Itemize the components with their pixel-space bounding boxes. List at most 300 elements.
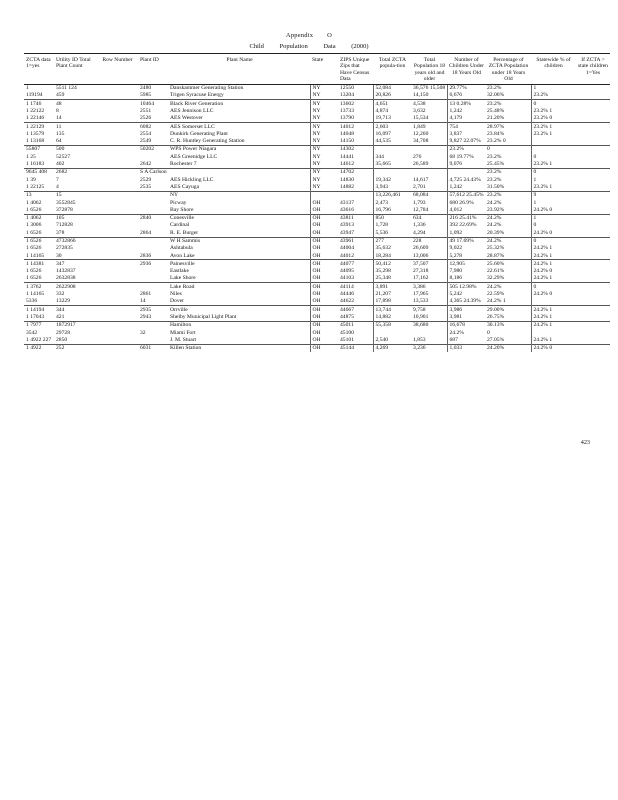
table-cell: NY [310, 108, 338, 115]
table-row [24, 168, 610, 176]
table-cell: AES Hickling LLC [170, 176, 214, 183]
table-cell: OH [310, 298, 338, 306]
col-plant-name: Plant Name [168, 54, 310, 85]
table-cell: 24.20% [485, 344, 531, 352]
table-cell: 7 [56, 176, 59, 183]
table-cell: 16,796 [373, 206, 411, 214]
table-row [24, 329, 610, 336]
table-cell: 48 [54, 100, 96, 108]
table-cell: 277 [373, 237, 411, 245]
table-cell: Orrville [168, 306, 310, 314]
col-zips: ZIPS Unique Zips that Have Census Data [338, 54, 373, 85]
table-cell: 24.2% 0 [531, 229, 575, 237]
table-cell: 0 [531, 168, 575, 176]
table-cell: OH [310, 214, 338, 222]
table-cell [575, 222, 610, 229]
table-row [24, 199, 610, 206]
table-cell: 1 [531, 214, 575, 222]
table-body [24, 84, 610, 352]
table-cell: 36,576 15,508 [413, 85, 446, 92]
table-cell: 4732866 [54, 237, 96, 245]
table-cell: OH [310, 206, 338, 214]
table-cell: 13,226,461 [373, 191, 411, 199]
table-cell: 850 [373, 214, 411, 222]
table-cell: 10464 [138, 100, 168, 108]
table-cell: 44114 [338, 283, 373, 291]
table-cell: 3,986 [447, 306, 485, 314]
table-cell: 20.39% [487, 229, 505, 236]
col-zcta-data: ZCTA data 1=yes [24, 54, 54, 85]
table-cell: 252 [54, 344, 96, 352]
table-cell: 24.2% 0 [531, 344, 575, 352]
table-cell: 23.2% 1 [531, 183, 575, 191]
table-cell: 4,874 [373, 108, 411, 115]
table-cell [96, 84, 138, 92]
table-row [24, 115, 610, 123]
table-cell: 1,092 [447, 229, 485, 237]
table-cell: 3,837 [447, 130, 485, 137]
table-cell [138, 237, 168, 245]
table-cell: 26,589 [413, 161, 429, 168]
table-cell: 13 [24, 191, 54, 199]
table-cell: 44077 [338, 260, 373, 268]
table-cell: 50202 [138, 146, 168, 154]
table-row [24, 252, 610, 260]
table-cell: 13,744 [373, 306, 411, 314]
table-cell: 402 [56, 161, 65, 168]
table-cell: 23.2% 1 [531, 108, 575, 115]
table-cell: 28.97% [485, 123, 531, 131]
table-cell: 6031 [138, 344, 168, 352]
table-cell [138, 206, 168, 214]
table-cell: Black River Generation [168, 100, 310, 108]
table-cell: AES Greenidge LLC [170, 153, 218, 160]
table-cell: Avon Lake [170, 252, 195, 259]
table-cell [373, 146, 411, 154]
table-cell: OH [310, 229, 338, 237]
table-row [24, 92, 610, 100]
table-row [24, 222, 610, 229]
table-cell: 13790 [340, 115, 354, 122]
table-row [24, 229, 610, 237]
table-cell: 43616 [340, 206, 354, 213]
table-cell: 216 25.41% [447, 214, 485, 222]
table-cell: 10,901 [413, 313, 429, 320]
table-cell: OH [310, 336, 338, 344]
table-cell [96, 146, 138, 154]
table-cell: 14,617 [413, 176, 429, 183]
col-pop-18-older: Total Population 18 years old and older [411, 54, 447, 85]
table-row [24, 314, 610, 322]
table-cell: AES Cayuga [170, 183, 200, 190]
table-cell: 1 14165 [26, 291, 45, 298]
table-cell: 5985 [140, 92, 152, 99]
table-cell: 9645 408 [24, 168, 54, 176]
table-cell: 24.2% [485, 283, 531, 291]
table-cell: 9 [531, 191, 575, 199]
table-cell: 13,006 [413, 252, 429, 259]
table-cell [575, 252, 610, 260]
table-cell: 23.2% [485, 168, 531, 176]
table-cell: 24.2% [447, 329, 485, 336]
table-cell [96, 229, 138, 237]
table-row [24, 138, 610, 146]
table-cell [575, 245, 610, 252]
table-cell: 68,084 [411, 191, 447, 199]
table-cell: 2850 [56, 336, 68, 343]
table-cell: 4,179 [447, 115, 485, 123]
table-row [24, 84, 610, 92]
table-cell: 24.2% 0 [531, 268, 575, 275]
table-cell: OH [310, 275, 338, 283]
table-cell: 25.32% [487, 245, 505, 252]
table-cell [138, 222, 168, 229]
table-cell: 4,725 24.43% [447, 176, 485, 183]
table-cell: 14012 [338, 123, 373, 131]
table-cell: 29728 [56, 329, 70, 336]
table-cell [575, 123, 610, 131]
table-cell: 26,609 [413, 245, 429, 252]
table-cell: 19,342 [373, 176, 411, 183]
table-row [24, 130, 610, 137]
table-cell: 1 7977 [24, 321, 54, 329]
table-cell: NY [310, 123, 338, 131]
table-cell: 57,612 25.45% [447, 191, 485, 199]
table-cell [96, 344, 138, 352]
table-row [24, 291, 610, 298]
col-pct-children: Percentage of ZCTA Population under 18 Years Old [485, 54, 531, 85]
table-cell [575, 321, 610, 329]
table-cell: 29.00% [485, 306, 531, 314]
table-cell: 1 13168 [26, 138, 45, 145]
table-cell: 23.2% 0 [487, 138, 506, 145]
table-cell: 44103 [340, 275, 354, 282]
table-cell: NY [310, 161, 338, 169]
table-cell: Rochester 7 [170, 161, 197, 168]
table-cell: NY [310, 176, 338, 183]
table-cell: 344 [54, 306, 96, 314]
table-cell: Shelby Municipal Light Plant [170, 313, 237, 320]
table-cell [96, 115, 138, 123]
table-cell: 31.50% [487, 183, 505, 190]
table-cell: NY [310, 92, 338, 100]
table-cell: S A Carlson [140, 169, 167, 176]
table-cell: 2535 [140, 183, 152, 190]
table-cell [575, 92, 610, 100]
table-cell: 43961 [338, 237, 373, 245]
table-cell: 1 22122 [26, 107, 45, 114]
table-row [24, 237, 610, 245]
table-cell: 459 [56, 92, 65, 99]
table-cell: 38,680 [411, 321, 447, 329]
table-cell: 24.2% 0 [531, 291, 575, 298]
table-cell: 4,365 24.39% [447, 298, 485, 306]
table-cell: 1 6526 [26, 268, 42, 275]
table-cell: 1 17043 [26, 313, 45, 320]
table-row [24, 123, 610, 131]
col-if-gt-state: If ZCTA > state children 1=Yes [575, 54, 610, 85]
page-number: 423 [580, 439, 590, 446]
table-cell: Conesville [168, 214, 310, 222]
table-row [24, 146, 610, 154]
table-cell: 1 3006 [26, 222, 42, 229]
table-cell: 22.59% [487, 291, 505, 298]
table-cell: 276 [413, 153, 422, 160]
table-cell: 3,632 [413, 107, 426, 114]
table-cell: 44622 [340, 298, 354, 305]
table-cell: 1,242 [447, 183, 485, 191]
table-cell [575, 268, 610, 275]
table-cell: 1 25 [26, 153, 36, 160]
table-cell [138, 153, 168, 160]
table-cell [575, 314, 610, 322]
table-cell [575, 237, 610, 245]
table-cell: 22.61% [487, 268, 505, 275]
table-cell: 43947 [340, 229, 354, 236]
table-cell [411, 146, 447, 154]
table-cell: 17,965 [413, 291, 429, 298]
table-cell: 2682 [54, 168, 96, 176]
table-cell: 16,097 [373, 130, 411, 137]
table-cell: 23.2% [485, 191, 531, 199]
table-cell: 23.2% 0 [531, 115, 575, 123]
table-cell [373, 168, 411, 176]
table-cell: 2642 [140, 161, 152, 168]
table-cell: 44875 [340, 313, 354, 320]
table-cell: 2,540 [373, 336, 411, 344]
table-cell [138, 245, 168, 252]
table-cell: 3552845 [56, 199, 76, 206]
table-cell: 2622908 [54, 283, 96, 291]
table-cell: 14048 [340, 130, 354, 137]
table-cell: OH [310, 306, 338, 314]
table-cell [575, 146, 610, 154]
table-cell [96, 329, 138, 336]
table-cell: 1 6526 [26, 245, 42, 252]
table-cell: 37,507 [411, 260, 447, 268]
appendix-heading [0, 32, 618, 39]
table-cell: 12,784 [413, 206, 429, 213]
table-cell: 4 [56, 183, 59, 190]
table-cell: Lake Road [168, 283, 310, 291]
table-cell: 24.2% 0 [531, 206, 575, 214]
table-cell [575, 176, 610, 183]
table-cell [96, 92, 138, 100]
table-cell: 13733 [340, 107, 354, 114]
table-cell [96, 298, 138, 306]
table-cell [338, 191, 373, 199]
table-cell: 44,535 [373, 138, 411, 146]
table-cell: 4,269 [373, 344, 411, 352]
table-cell: 14882 [340, 183, 354, 190]
table-cell: 14,882 [373, 314, 411, 322]
table-cell [575, 191, 610, 199]
table-cell: 24.2% 1 [531, 252, 575, 260]
table-cell: 680 26.9% [447, 199, 485, 206]
table-cell: 35,632 [373, 245, 411, 252]
table-cell: 24.2% [485, 214, 531, 222]
table-cell: 23.2% 1 [531, 130, 575, 137]
table-cell: 2554 [140, 130, 152, 137]
table-cell: Dover [170, 298, 184, 305]
table-cell: 3,943 [373, 183, 411, 191]
table-cell: 44095 [340, 268, 354, 275]
table-cell: NY [310, 100, 338, 108]
table-cell: Hamilton [168, 321, 310, 329]
table-header [24, 54, 610, 85]
table-cell [96, 275, 138, 283]
table-row [24, 176, 610, 183]
table-cell: Cardinal [170, 222, 190, 229]
table-cell: 24.2% [487, 222, 502, 229]
table-cell: OH [310, 291, 338, 298]
table-cell: 1 16183 [26, 161, 45, 168]
table-cell: 2,473 [373, 199, 411, 206]
table-cell: 21.20% [487, 115, 505, 122]
table-cell: 23.2% [487, 176, 502, 183]
table-cell: 1 14194 [24, 306, 54, 314]
table-cell [373, 329, 411, 336]
table-cell: 1 13579 [26, 130, 45, 137]
table-cell: 55807 [24, 146, 54, 154]
table-cell: 44012 [340, 252, 354, 259]
table-cell: 25.45% [487, 161, 505, 168]
table-cell: 0 [531, 283, 575, 291]
table-cell: 35,665 [373, 161, 411, 169]
table-cell: 344 [373, 153, 411, 160]
table-cell [575, 336, 610, 344]
table-cell: 24.2% 1 [531, 321, 575, 329]
table-cell: 8,186 [447, 275, 485, 283]
table-cell [96, 176, 138, 183]
table-cell [575, 283, 610, 291]
table-cell: 52527 [56, 153, 70, 160]
table-cell: 2,701 [413, 183, 426, 190]
table-cell [575, 108, 610, 115]
table-cell [575, 161, 610, 169]
table-cell [447, 168, 485, 176]
table-row [24, 283, 610, 291]
table-row [24, 100, 610, 108]
table-cell: 2,603 [373, 123, 411, 131]
table-cell: 5,242 [447, 291, 485, 298]
table-cell: 4,012 [447, 206, 485, 214]
table-cell: 24.2% [485, 237, 531, 245]
table-cell [575, 84, 610, 92]
table-cell: 24.2% [487, 199, 502, 206]
table-cell [575, 329, 610, 336]
table-cell: OH [310, 199, 338, 206]
table-cell: 6,676 [447, 92, 485, 100]
table-cell: 24.2% 1 [531, 306, 575, 314]
table-cell: OH [310, 252, 338, 260]
table-cell: 44667 [338, 306, 373, 314]
table-cell [138, 283, 168, 291]
table-cell: 1,853 [413, 336, 426, 343]
table-cell: 754 [447, 123, 485, 131]
table-cell: 1 6526 [24, 237, 54, 245]
table-cell: 505 12.98% [447, 283, 485, 291]
col-utility-id: Utility ID Total Plant Count [54, 54, 96, 85]
table-cell [168, 168, 310, 176]
table-cell [575, 130, 610, 137]
table-cell: 1 22125 [26, 183, 45, 190]
table-cell: 1872917 [54, 321, 96, 329]
table-cell: 23.2% [487, 153, 502, 160]
table-cell: Miami Fort [170, 329, 196, 336]
table-cell [575, 229, 610, 237]
table-cell: 2551 [140, 107, 152, 114]
table-cell: 3,236 [411, 344, 447, 352]
table-cell: 272835 [56, 245, 73, 252]
table-cell: NY [310, 115, 338, 123]
table-cell: 43137 [340, 199, 354, 206]
table-cell: 13,533 [413, 298, 429, 305]
col-statewide-pct: Statewide % of children [531, 54, 575, 85]
table-cell: 14830 [340, 176, 354, 183]
table-cell: 24.2% 1 [487, 298, 506, 305]
table-cell [575, 183, 610, 191]
table-cell [575, 115, 610, 123]
table-cell [96, 336, 138, 344]
table-cell: 13229 [56, 298, 70, 305]
table-cell [96, 283, 138, 291]
table-cell [96, 245, 138, 252]
table-cell: 50,412 [373, 260, 411, 268]
table-cell: 1 4062 [26, 199, 42, 206]
table-subtitle: Child Population Data (2000) [249, 43, 369, 50]
table-cell: 34,708 [413, 138, 429, 145]
table-cell: Picway [170, 199, 187, 206]
table-cell: 14302 [338, 146, 373, 154]
table-cell [96, 138, 138, 146]
table-row [24, 153, 610, 160]
table-cell: 5,536 [373, 229, 411, 237]
table-cell: 45100 [340, 329, 354, 336]
table-cell [96, 306, 138, 314]
table-cell: 49 17.69% [447, 237, 485, 245]
table-cell: OH [310, 283, 338, 291]
table-cell: Killen Station [168, 344, 310, 352]
table-row [24, 275, 610, 283]
table-cell: OH [310, 268, 338, 275]
table-cell: 23.2% [531, 92, 575, 100]
table-cell: 27,318 [413, 268, 429, 275]
table-cell: 2549 [140, 138, 152, 145]
table-cell: 105 [54, 214, 96, 222]
table-cell: 28.87% [487, 252, 505, 259]
child-population-table [24, 53, 610, 352]
table-cell: 32 [140, 329, 146, 336]
table-cell: 687 [447, 336, 485, 344]
table-cell [575, 206, 610, 214]
table-cell [96, 100, 138, 108]
table-cell: 12,260 [413, 130, 429, 137]
table-cell [575, 153, 610, 160]
table-cell: 26.75% [487, 313, 505, 320]
table-cell: 1 6526 [26, 206, 42, 213]
table-cell: 2864 [140, 229, 152, 236]
table-cell [575, 291, 610, 298]
table-cell: 12,905 [447, 260, 485, 268]
table-cell: WPS Power Niagara [168, 146, 310, 154]
table-cell: 0 [531, 237, 575, 245]
table-row [24, 298, 610, 306]
table-cell: 14 [140, 298, 146, 305]
table-cell: 32.06% [487, 92, 505, 99]
table-cell: 15,534 [413, 115, 429, 122]
table-cell: 1 22146 [26, 115, 45, 122]
